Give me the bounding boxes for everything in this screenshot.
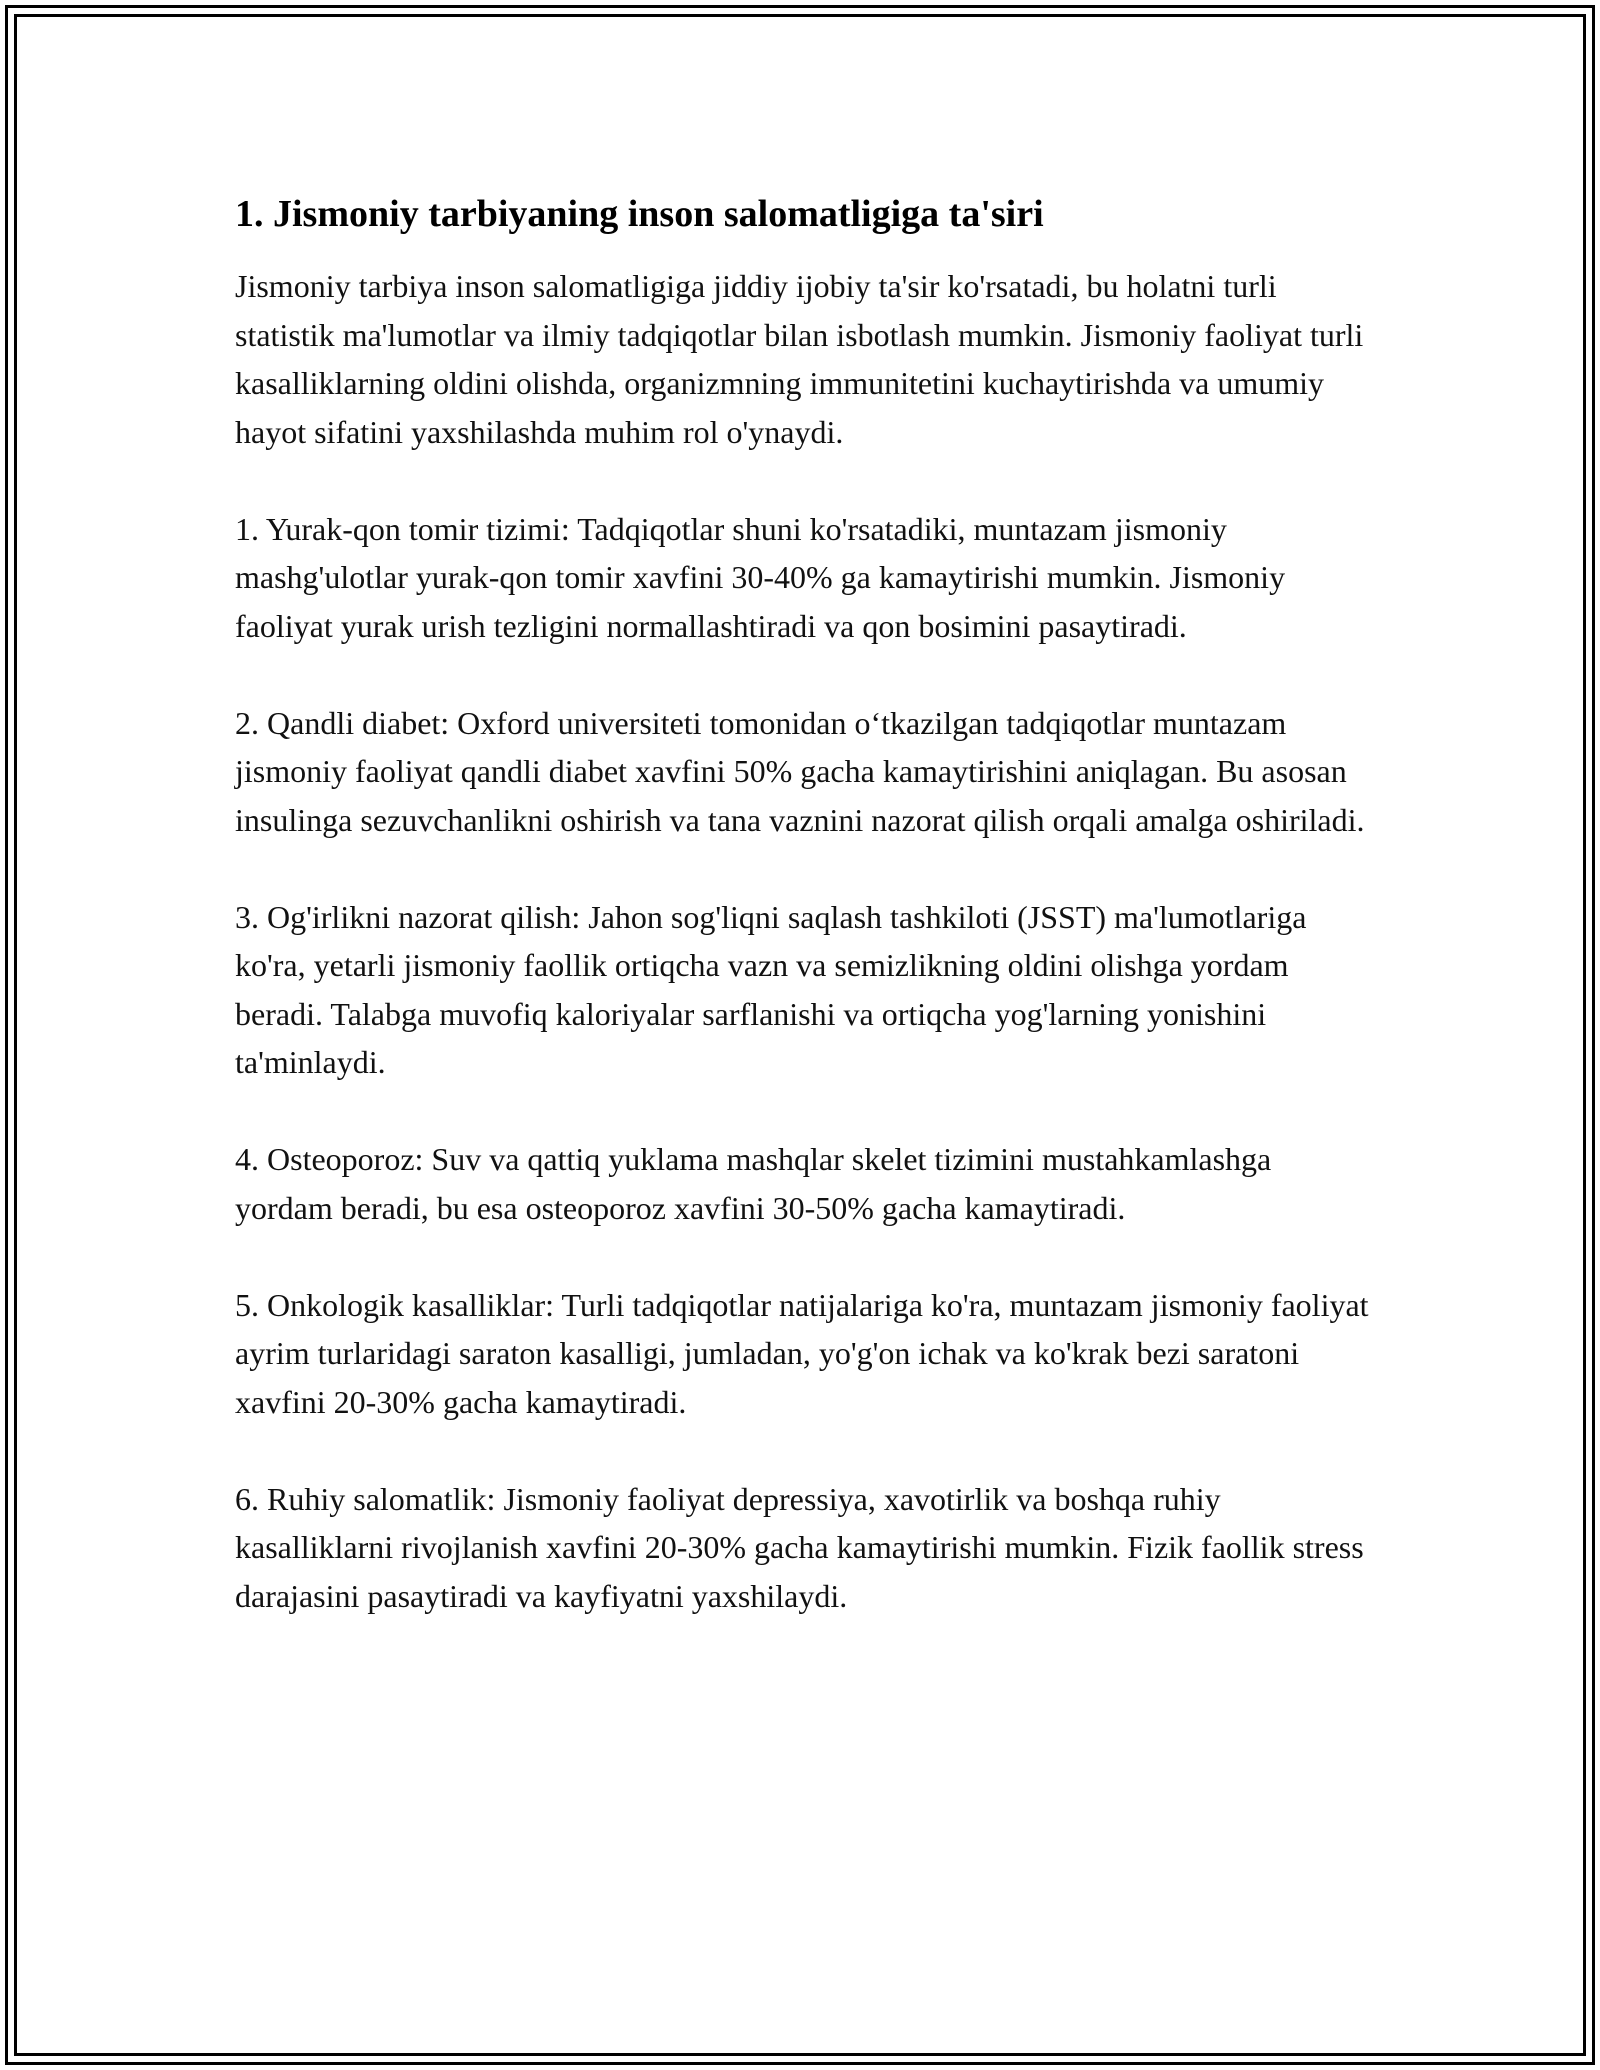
section-heading: 1. Jismoniy tarbiyaning inson salomatligiga ta'siri: [235, 193, 1044, 235]
list-item-cardiovascular: 1. Yurak-qon tomir tizimi: Tadqiqotlar shuni ko'rsatadiki, muntazam jismoniy mashg'ulotlar yurak-qon tomir xavfini 30-40% ga kamaytirishi mumkin. Jismoniy faoliyat yurak urish tezligini normallashtiradi va qon bosimini pasaytiradi.: [235, 510, 1286, 644]
intro-paragraph: Jismoniy tarbiya inson salomatligiga jiddiy ijobiy ta'sir ko'rsatadi, bu holatni turli statistik ma'lumotlar va ilmiy tadqiqotlar bilan isbotlash mumkin. Jismoniy faoliyat turli kasalliklarning oldini olishda, organizmning immunitetini kuchaytirishda va umumiy hayot sifatini yaxshilashda muhim rol o'ynaydi.: [235, 268, 1364, 450]
list-item-oncology: 5. Onkologik kasalliklar: Turli tadqiqotlar natijalariga ko'ra, muntazam jismoniy faoliyat ayrim turlaridagi saraton kasalligi, jumladan, yo'g'on ichak va ko'krak bezi saratoni xavfini 20-30% gacha kamaytiradi.: [235, 1286, 1369, 1420]
list-item-diabetes: 2. Qandli diabet: Oxford universiteti tomonidan o‘tkazilgan tadqiqotlar muntazam jismoniy faoliyat qandli diabet xavfini 50% gacha kamaytirishini aniqlagan. Bu asosan insulinga sezuvchanlikni oshirish va tana vaznini nazorat qilish orqali amalga oshiriladi.: [235, 704, 1365, 838]
list-item-mental-health: 6. Ruhiy salomatlik: Jismoniy faoliyat depressiya, xavotirlik va boshqa ruhiy kasalliklarni rivojlanish xavfini 20-30% gacha kamaytirishi mumkin. Fizik faollik stress darajasini pasaytiradi va kayfiyatni yaxshilaydi.: [235, 1480, 1364, 1614]
list-item-weight-control: 3. Og'irlikni nazorat qilish: Jahon sog'liqni saqlash tashkiloti (JSST) ma'lumotlariga ko'ra, yetarli jismoniy faollik ortiqcha vazn va semizlikning oldini olishga yordam beradi. Talabga muvofiq kaloriyalar sarflanishi va ortiqcha yog'larning yonishini ta'minlaydi.: [235, 898, 1307, 1080]
document-body: [235, 188, 1370, 1620]
list-item-osteoporosis: 4. Osteoporoz: Suv va qattiq yuklama mashqlar skelet tizimini mustahkamlashga yordam beradi, bu esa osteoporoz xavfini 30-50% gacha kamaytiradi.: [235, 1141, 1272, 1226]
